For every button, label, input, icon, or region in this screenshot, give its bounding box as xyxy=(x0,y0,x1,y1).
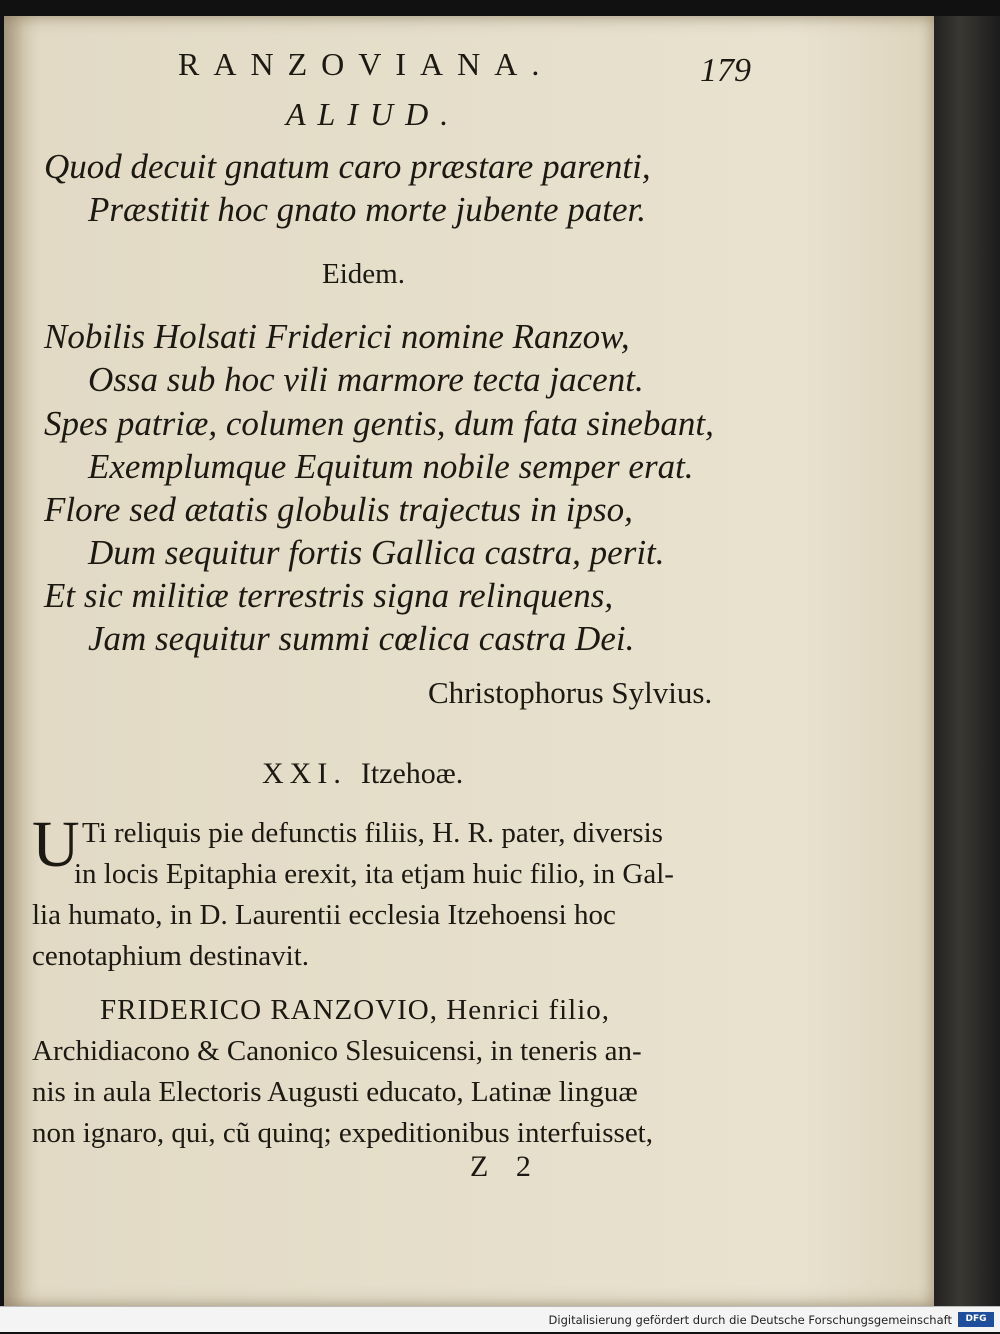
poem2-line-3: Spes patriæ, columen gentis, dum fata sinebant, xyxy=(44,404,714,443)
poem2-line-2: Ossa sub hoc vili marmore tecta jacent. xyxy=(88,360,644,399)
intro-line-4: cenotaphium destinavit. xyxy=(32,940,310,972)
footer-credit: Digitalisierung gefördert durch die Deutsche Forschungsgemeinschaft xyxy=(548,1313,952,1327)
section-place: Itzehoæ. xyxy=(360,757,464,790)
footer-bar xyxy=(0,1306,1000,1332)
signature-mark: Z 2 xyxy=(470,1150,541,1183)
running-title: RANZOVIANA. xyxy=(178,46,554,82)
poem2-title: Eidem. xyxy=(322,258,405,290)
epitaph-line-3: nis in aula Electoris Augusti educato, Latinæ linguæ xyxy=(32,1076,638,1108)
intro-line-3: lia humato, in D. Laurentii ecclesia Itzehoensi hoc xyxy=(32,899,616,931)
poem1-line-2: Præstitit hoc gnato morte jubente pater. xyxy=(88,190,647,229)
section-heading xyxy=(262,757,463,791)
epitaph-line-4: non ignaro, qui, cũ quinq; expeditionibus interfuisset, xyxy=(32,1117,653,1149)
scan-edge xyxy=(934,16,1000,1306)
poem2-line-7: Et sic militiæ terrestris signa relinquens, xyxy=(44,576,614,615)
section-number: XXI. xyxy=(262,757,347,790)
epitaph-line-1: FRIDERICO RANZOVIO, Henrici filio, xyxy=(100,994,611,1026)
poem1-line-1: Quod decuit gnatum caro præstare parenti, xyxy=(44,147,651,186)
intro-line-2: in locis Epitaphia erexit, ita etjam huic filio, in Gal- xyxy=(74,858,674,890)
poem1-title: ALIUD. xyxy=(286,96,461,132)
drop-cap: U xyxy=(32,808,80,881)
poem-author: Christophorus Sylvius. xyxy=(428,675,713,710)
epitaph-line-2: Archidiacono & Canonico Slesuicensi, in teneris an- xyxy=(32,1035,642,1067)
poem2-line-4: Exemplumque Equitum nobile semper erat. xyxy=(88,447,694,486)
poem2-line-8: Jam sequitur summi cœlica castra Dei. xyxy=(88,619,635,658)
poem2-line-5: Flore sed ætatis globulis trajectus in ipso, xyxy=(44,490,633,529)
dfg-logo: DFG xyxy=(958,1312,994,1327)
intro-line-1: Ti reliquis pie defunctis filiis, H. R. pater, diversis xyxy=(82,817,663,849)
poem2-line-6: Dum sequitur fortis Gallica castra, perit. xyxy=(88,533,665,572)
poem2-line-1: Nobilis Holsati Friderici nomine Ranzow, xyxy=(44,317,630,356)
page-number: 179 xyxy=(700,52,751,89)
